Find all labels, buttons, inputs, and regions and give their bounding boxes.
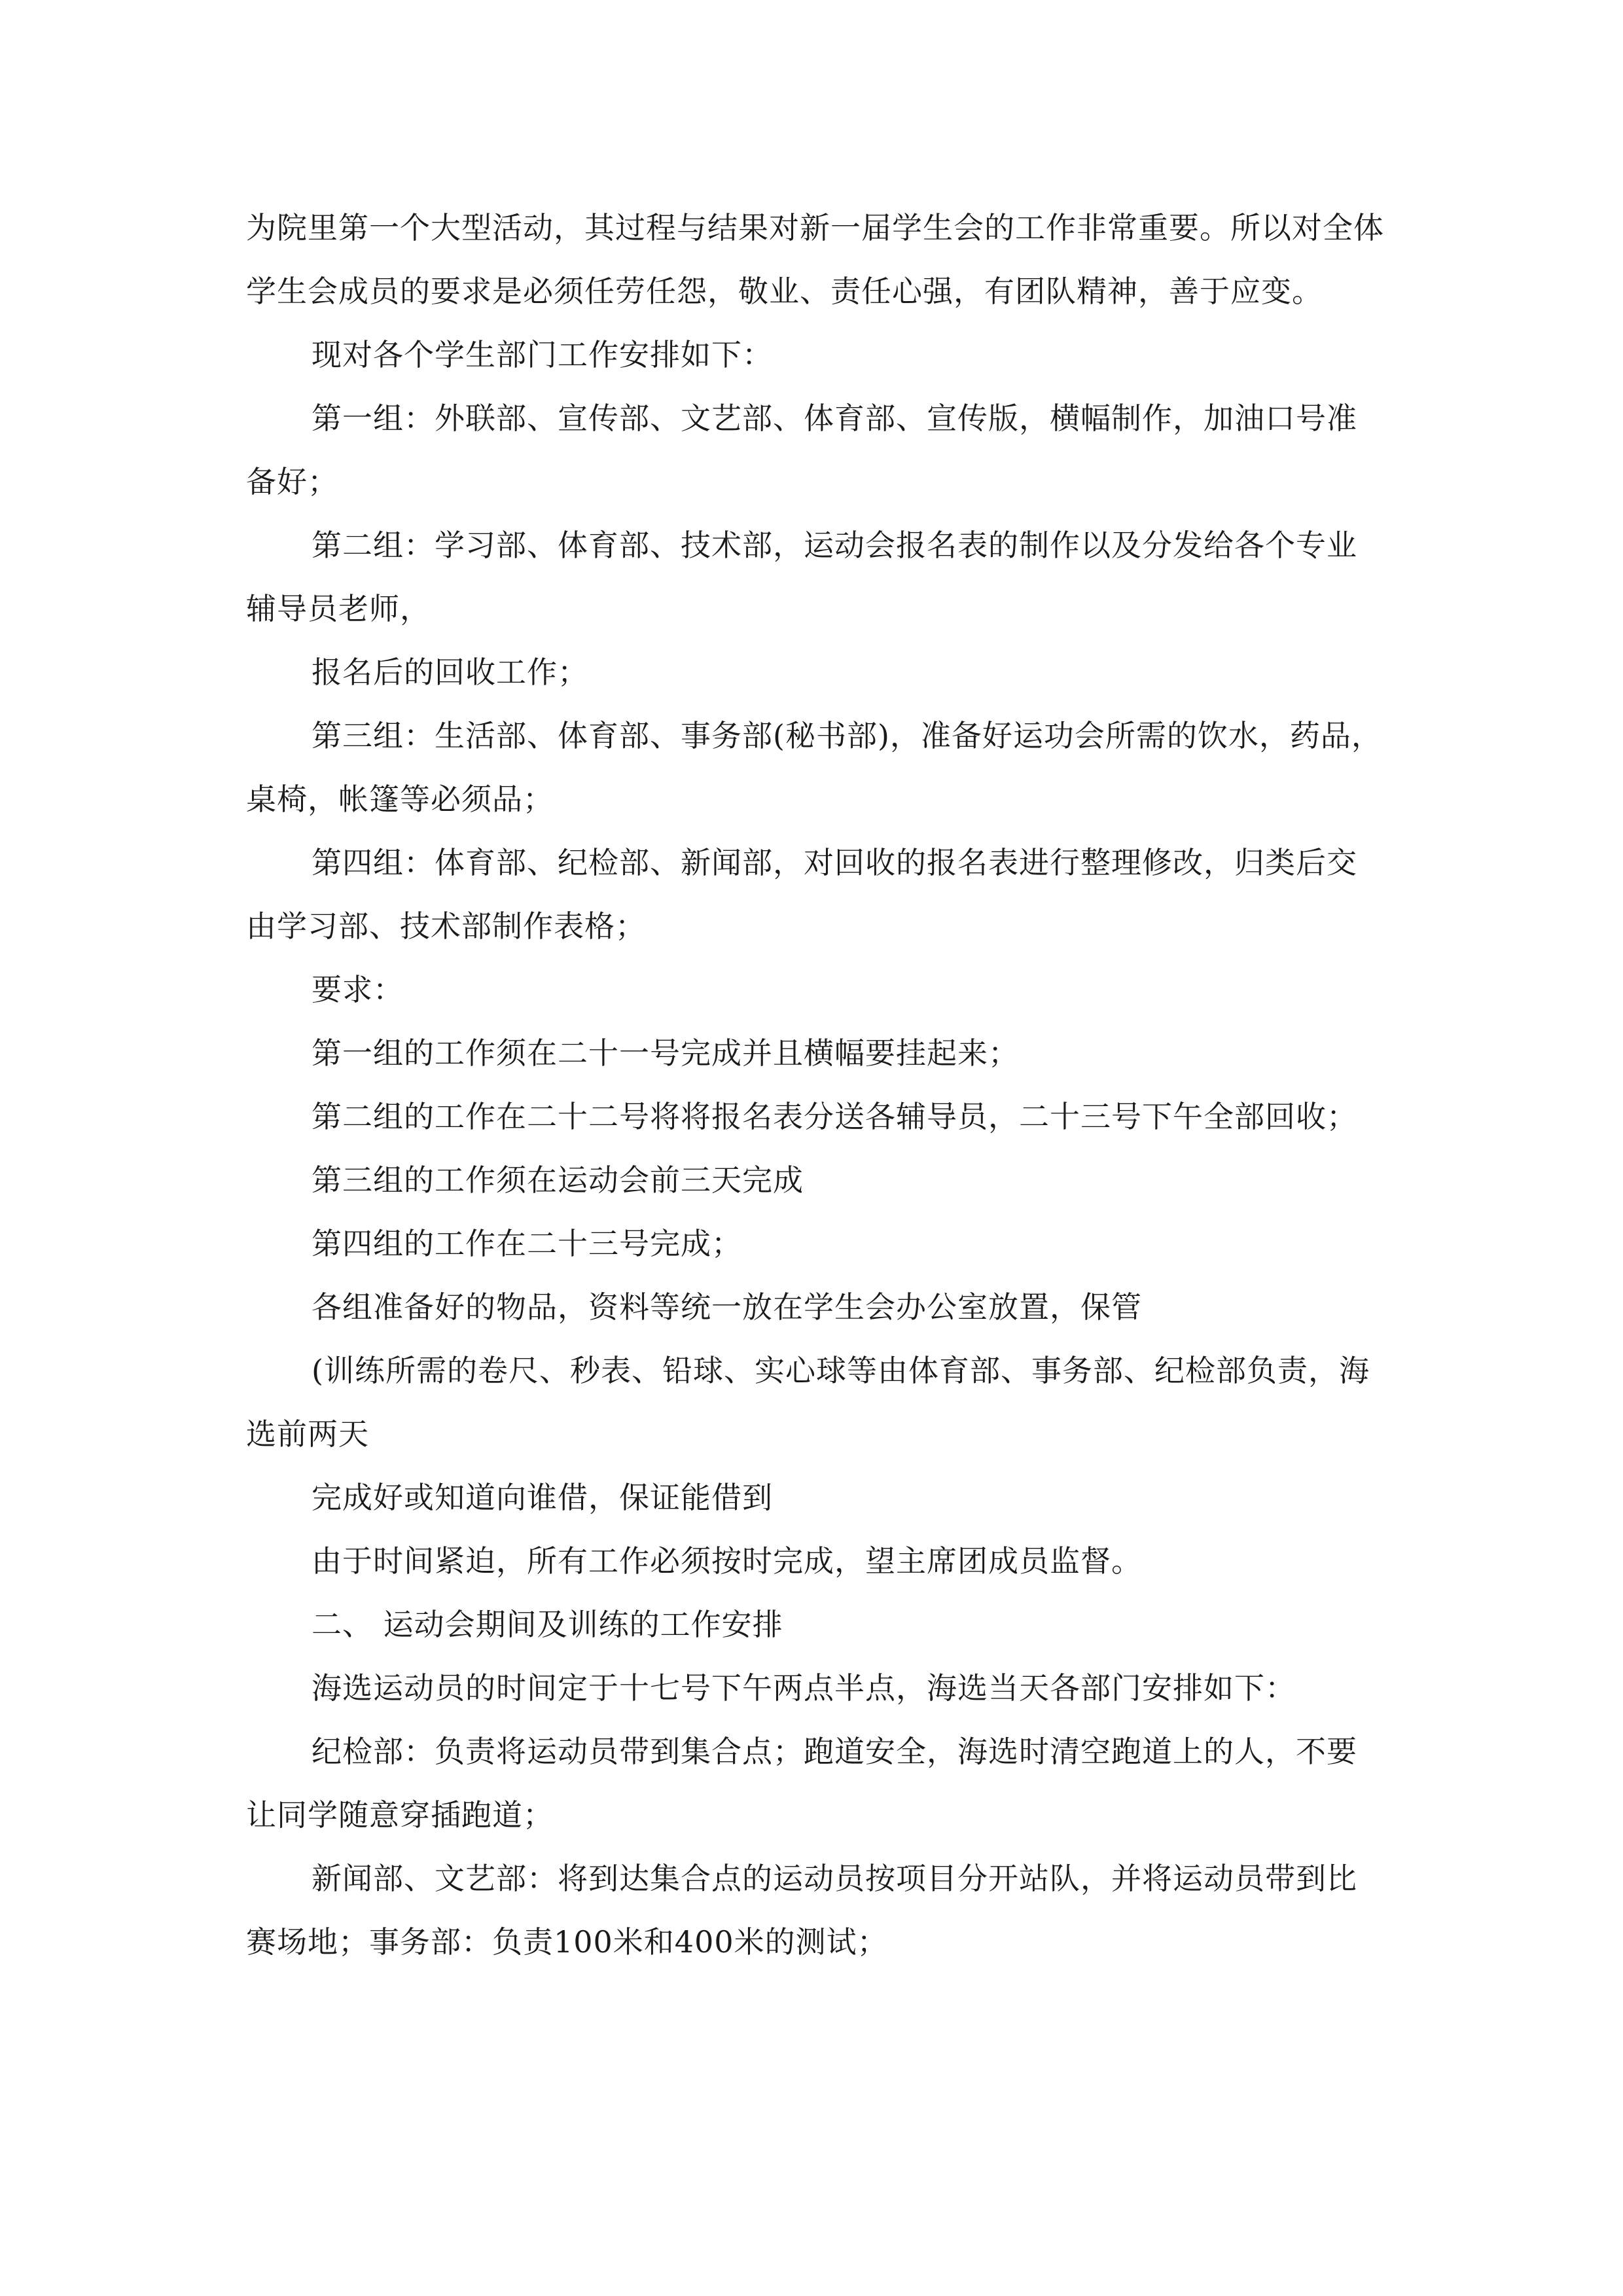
paragraph-group-4: 第四组：体育部、纪检部、新闻部，对回收的报名表进行整理修改，归类后交由学习部、技术部制作表格； bbox=[246, 845, 1357, 944]
paragraph-deadline: 由于时间紧迫，所有工作必须按时完成，望主席团成员监督。 bbox=[312, 1543, 1142, 1579]
paragraph-req-1: 第一组的工作须在二十一号完成并且横幅要挂起来； bbox=[312, 1035, 1019, 1071]
paragraph-group-1: 第一组：外联部、宣传部、文艺部、体育部、宣传版，横幅制作，加油口号准备好； bbox=[246, 401, 1357, 499]
paragraph-group-3: 第三组：生活部、体育部、事务部(秘书部)，准备好运功会所需的饮水，药品，桌椅，帐篷等必须品； bbox=[246, 718, 1382, 817]
paragraph-news-arts-dept: 新闻部、文艺部：将到达集合点的运动员按项目分开站队，并将运动员带到比赛场地；事务部：负责100米和400米的测试； bbox=[246, 1861, 1357, 1960]
document-body bbox=[246, 196, 1385, 1974]
section-heading-2: 二、 运动会期间及训练的工作安排 bbox=[312, 1607, 783, 1642]
paragraph-selection-time: 海选运动员的时间定于十七号下午两点半点，海选当天各部门安排如下： bbox=[312, 1670, 1296, 1706]
paragraph-req-3: 第三组的工作须在运动会前三天完成 bbox=[312, 1162, 804, 1198]
paragraph-req-2: 第二组的工作在二十二号将将报名表分送各辅导员，二十三号下午全部回收； bbox=[312, 1099, 1357, 1134]
paragraph-group-2: 第二组：学习部、体育部、技术部，运动会报名表的制作以及分发给各个专业辅导员老师， bbox=[246, 528, 1357, 626]
paragraph-storage: 各组准备好的物品，资料等统一放在学生会办公室放置，保管 bbox=[312, 1289, 1142, 1325]
paragraph-training-equipment: (训练所需的卷尺、秒表、铅球、实心球等由体育部、事务部、纪检部负责，海选前两天 bbox=[246, 1353, 1370, 1452]
paragraph-requirements-heading: 要求： bbox=[312, 972, 404, 1007]
paragraph-arrangement-heading: 现对各个学生部门工作安排如下： bbox=[312, 337, 773, 372]
paragraph-intro: 为院里第一个大型活动，其过程与结果对新一届学生会的工作非常重要。所以对全体学生会成员的要求是必须任劳任怨，敬业、责任心强，有团队精神，善于应变。 bbox=[246, 210, 1384, 309]
paragraph-req-4: 第四组的工作在二十三号完成； bbox=[312, 1226, 742, 1261]
paragraph-group-2-cont: 报名后的回收工作； bbox=[312, 655, 588, 690]
paragraph-borrow: 完成好或知道向谁借，保证能借到 bbox=[312, 1480, 773, 1515]
paragraph-discipline-dept: 纪检部：负责将运动员带到集合点；跑道安全，海选时清空跑道上的人，不要让同学随意穿插跑道； bbox=[246, 1734, 1357, 1833]
